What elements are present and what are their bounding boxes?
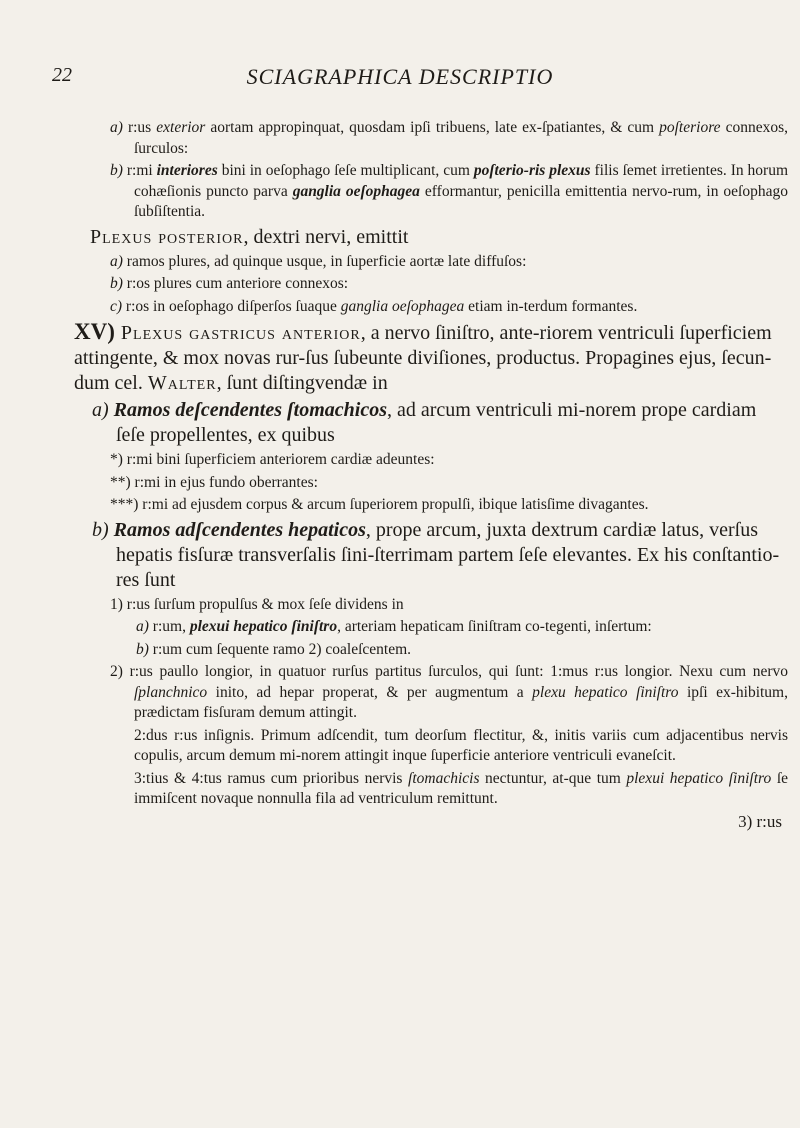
- item-marker: b): [136, 640, 149, 658]
- paragraph-b: [108, 161, 788, 223]
- item-marker: b): [92, 518, 109, 541]
- text-span: , ad arcum ventriculi mi-norem prope cardiam ſeſe propellentes, ex quibus: [116, 399, 757, 446]
- page-number: 22: [52, 64, 72, 86]
- item-marker: b): [110, 162, 123, 179]
- italic-term: poſteriore: [659, 119, 721, 136]
- text-span: ramos plures, ad quinque usque, in ſuperficie aortæ late diffuſos:: [122, 252, 527, 270]
- catchword: 3) r:us: [738, 811, 782, 831]
- text-span: r:us paullo longior, in quatuor rurſus partitus ſurculos, qui ſunt: 1:mus r:us longior. Nexu cum nervo: [122, 663, 788, 680]
- italic-term: plexu hepatico ſiniſtro: [532, 683, 679, 701]
- italic-term: Ramos deſcendentes ſtomachicos: [108, 399, 387, 421]
- posterior-item-c: [108, 297, 788, 318]
- page-body: [74, 118, 789, 832]
- xv-b-item-1b: [108, 640, 788, 661]
- text-span: r:mi in ejus fundo oberrantes:: [130, 473, 318, 491]
- text-span: inito, ad hepar properat, & per augmentum a: [207, 683, 533, 701]
- italic-term: ganglia oeſophagea: [292, 182, 420, 200]
- text-span: connexos, ſurculos:: [134, 119, 788, 157]
- item-marker: a): [110, 119, 123, 136]
- item-marker: a): [92, 399, 109, 421]
- text-span: r:mi: [122, 162, 157, 179]
- text-span: ſe immiſcent novaque nonnulla fila ad ventriculum remittunt.: [134, 769, 788, 807]
- text-span: , a nervo ſiniſtro, ante-riorem ventriculi ſuperficiem attingente, & mox novas rur-ſus ſubeunte diviſiones, productus. Propagines ejus, ſecun-dum cel.: [74, 322, 772, 394]
- xv-item-a: [90, 398, 788, 448]
- text-span: , prope arcum, juxta dextrum cardiæ latus, verſus hepatis fisſuræ transverſalis ſini-ſterrimam partem ſeſe elevantes. Ex his conſtantio-res ſunt: [116, 518, 780, 591]
- posterior-item-b: [108, 274, 788, 295]
- section-title: Plexus gastricus anterior: [114, 322, 361, 344]
- xv-b-item-2-p3: [108, 769, 788, 810]
- text-span: r:um cum ſequente ramo 2) coaleſcentem.: [148, 640, 412, 658]
- text-span: ipſi ex-hibitum, prædictam fisſuram demum attingit.: [134, 683, 788, 721]
- author-name: Walter: [147, 372, 217, 394]
- text-span: r:us ſurſum propulſus & mox ſeſe dividens in: [122, 595, 404, 613]
- text-span: r:os in oeſophago diſperſos ſuaque: [122, 297, 341, 315]
- item-marker: *): [110, 451, 123, 468]
- xv-a-sub-1: [108, 450, 788, 471]
- item-marker: a): [110, 252, 123, 270]
- italic-term: poſterio-ris plexus: [473, 162, 591, 179]
- paragraph-a: [108, 118, 788, 159]
- section-title: Plexus posterior: [90, 225, 244, 248]
- item-marker: c): [110, 297, 123, 315]
- text-span: nectuntur, at-que tum: [479, 769, 627, 787]
- text-span: bini in oeſophago ſeſe multiplicant, cum: [217, 162, 474, 179]
- text-span: , dextri nervi, emittit: [243, 225, 409, 248]
- text-span: 3:tius & 4:tus ramus cum prioribus nervis: [134, 769, 409, 787]
- item-marker: a): [136, 618, 149, 635]
- plexus-posterior-heading: [90, 225, 788, 250]
- italic-term: ganglia oeſophagea: [340, 297, 465, 315]
- section-number: XV): [74, 319, 115, 344]
- text-span: r:mi ad ejusdem corpus & arcum ſuperiorem propulſi, ibique latisſime divagantes.: [138, 496, 649, 513]
- xv-a-sub-2: [108, 473, 788, 494]
- posterior-item-a: [108, 252, 788, 273]
- item-marker: 2): [110, 663, 123, 680]
- text-span: aortam appropinquat, quosdam ipſi tribuens, late ex-ſpatiantes, & cum: [205, 119, 660, 136]
- text-span: 2:dus r:us inſignis. Primum adſcendit, tum deorſum flectitur, &, initis variis cum adjacentibus nervis copulis, arcum demum mi-norem attingit inque ſuperficie anteriore ventriculi evaneſcit.: [134, 726, 788, 764]
- item-marker: b): [110, 275, 123, 292]
- section-xv: [74, 319, 788, 396]
- text-span: etiam in-terdum formantes.: [464, 297, 638, 315]
- item-marker: 1): [110, 595, 123, 613]
- xv-b-item-1: [108, 595, 788, 616]
- item-marker: **): [110, 473, 131, 491]
- italic-term: ſtomachicis: [408, 769, 480, 787]
- text-span: filis ſemet irretientes. In horum cohæſionis puncto parva: [134, 162, 789, 200]
- text-span: r:um,: [148, 618, 190, 635]
- xv-b-item-2-p2: [108, 726, 788, 767]
- item-marker: ***): [110, 496, 139, 513]
- italic-term: plexui hepatico ſiniſtro: [189, 618, 338, 635]
- italic-term: Ramos adſcendentes hepaticos: [108, 518, 366, 541]
- xv-item-b: [90, 518, 788, 593]
- text-span: , ſunt diſtingvendæ in: [216, 372, 388, 394]
- italic-term: exterior: [156, 119, 206, 136]
- italic-term: ſplanchnico: [134, 683, 208, 701]
- text-span: , arteriam hepaticam ſiniſtram co-tegenti, inſertum:: [337, 618, 652, 635]
- xv-a-sub-3: [108, 495, 788, 516]
- xv-b-item-1a: [108, 617, 788, 638]
- text-span: r:us: [122, 119, 157, 136]
- italic-term: interiores: [156, 162, 218, 179]
- xv-b-item-2: [108, 662, 788, 724]
- text-span: r:os plures cum anteriore connexos:: [122, 275, 349, 292]
- text-span: r:mi bini ſuperficiem anteriorem cardiæ adeuntes:: [122, 451, 435, 468]
- italic-term: plexui hepatico ſiniſtro: [626, 769, 772, 787]
- running-head: SCIAGRAPHICA DESCRIPTIO: [246, 64, 554, 89]
- text-span: efformantur, penicilla emittentia nervo-rum, in oeſophago ſubſiſtentia.: [134, 182, 788, 220]
